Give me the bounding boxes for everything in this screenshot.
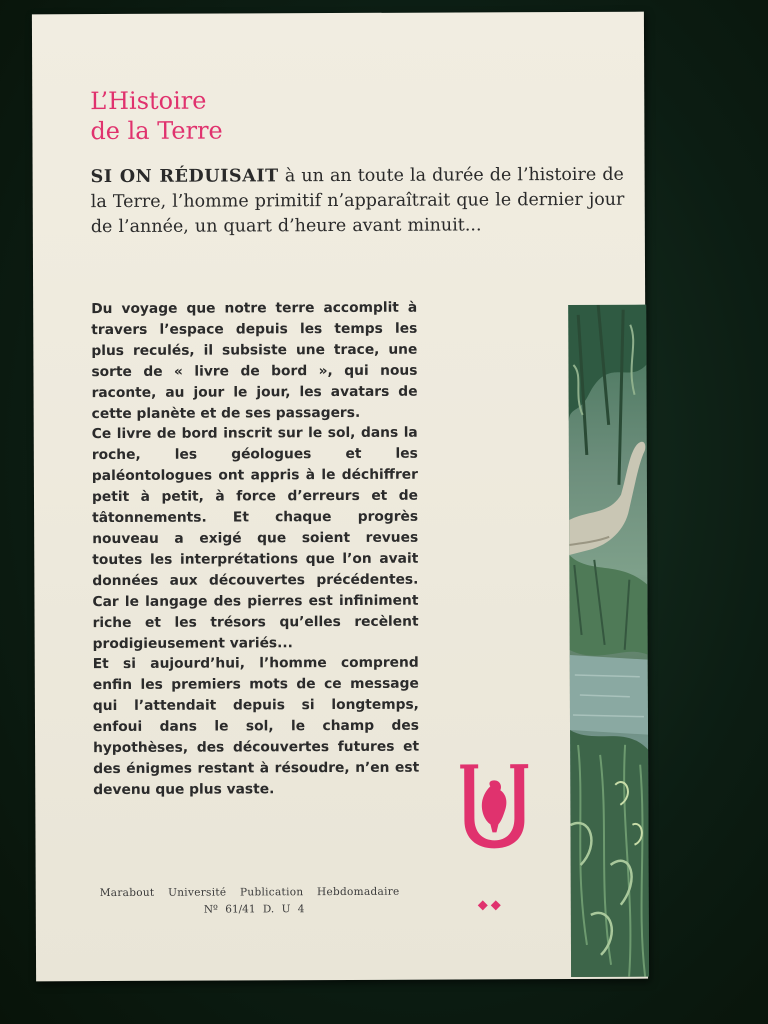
issue-number: Nº 61/41 D. U 4 bbox=[203, 903, 305, 916]
marabout-u-logo bbox=[454, 760, 534, 852]
publisher-line: Marabout Université Publication Hebdomadaire bbox=[99, 885, 400, 900]
blurb-paragraph-2: Ce livre de bord inscrit sur le sol, dans la roche, les géologues et les paléontologues ont appris à le déchiffrer petit à petit, à force d’erreurs et de tâtonnements. Et chaque progrès nouveau a exigé que soient revues toutes les interprétations que l’on avait données aux découvertes précédentes. Car le langage des pierres est infiniment riche et les trésors qu’elles recèlent prodigieusement variés... bbox=[91, 425, 419, 652]
intro-text bbox=[91, 163, 631, 240]
title-line-2: de la Terre bbox=[90, 116, 223, 146]
blurb-text bbox=[91, 298, 419, 801]
book-back-cover bbox=[32, 12, 648, 982]
blurb-paragraph-1: Du voyage que notre terre accomplit à travers l’espace depuis les temps les plus reculés, il subsiste une trace, une sorte de « livre de bord », qui nous raconte, au jour le jour, les avatars de cette planète et de ses passagers. bbox=[91, 299, 418, 422]
blurb-paragraph-3: Et si aujourd’hui, l’homme comprend enfin les premiers mots de ce message qui l’attendait depuis si longtemps, enfoui dans le sol, le champ des hypothèses, des découvertes futures et des énigmes restant à résoudre, n’en est devenu que plus vaste. bbox=[92, 655, 420, 798]
illustration-art bbox=[568, 305, 649, 977]
dinosaur-jungle-illustration bbox=[568, 305, 649, 977]
intro-lead: SI ON RÉDUISAIT bbox=[90, 166, 279, 188]
double-diamond-icon bbox=[477, 899, 503, 911]
intro-rest: à un an toute la durée de l’histoire de la Terre, l’homme primitif n’apparaîtrait que le dernier jour de l’année, un quart d’heure avant minuit... bbox=[90, 164, 625, 238]
book-title bbox=[90, 86, 223, 147]
title-line-1: L’Histoire bbox=[90, 86, 207, 116]
